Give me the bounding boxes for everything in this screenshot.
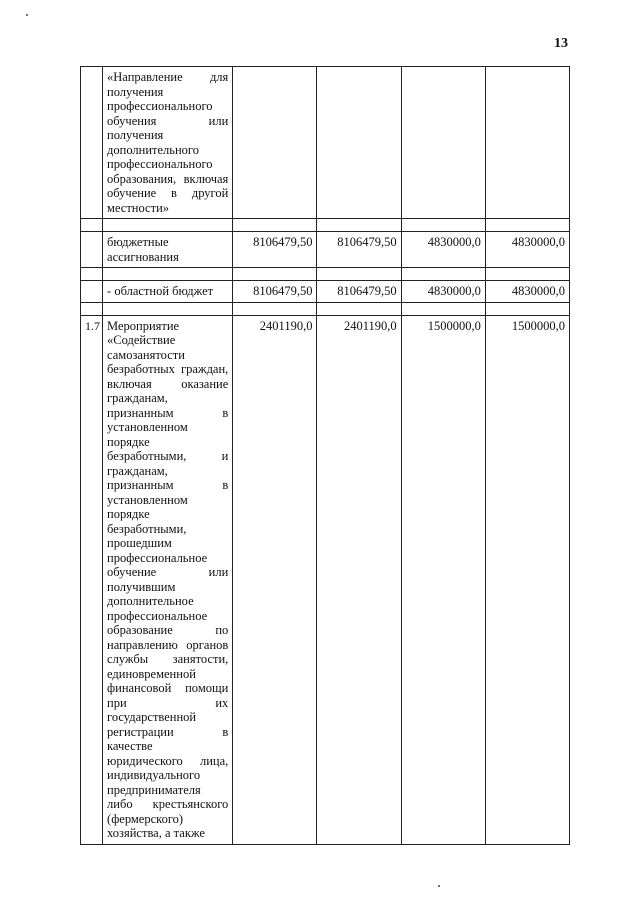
row-gap <box>81 268 570 281</box>
description-line: (фермерского) <box>107 811 184 826</box>
row-number-cell <box>81 232 103 268</box>
description-line: обучение в другой <box>107 186 229 200</box>
gap-cell <box>485 268 569 281</box>
description-cell <box>103 232 233 268</box>
description-cell <box>103 67 233 219</box>
gap-cell <box>401 268 485 281</box>
description-line: «Направление для <box>107 70 229 84</box>
gap-cell <box>233 219 317 232</box>
gap-cell <box>401 302 485 315</box>
description-line: при их <box>107 695 229 710</box>
description-line: - областной бюджет <box>107 284 214 298</box>
description-line: хозяйства, а также <box>107 826 205 840</box>
description-line: Мероприятие <box>107 318 180 333</box>
description-line: предпринимателя <box>107 782 201 797</box>
row-number-cell <box>81 67 103 219</box>
description-line: безработных граждан, <box>107 362 229 376</box>
amount-cell-v2: 2401190,0 <box>317 315 401 844</box>
row-gap <box>81 219 570 232</box>
description-line: гражданам, <box>107 391 168 405</box>
description-line: качестве <box>107 739 153 753</box>
amount-cell-v1: 2401190,0 <box>233 315 317 844</box>
description-line: бюджетные <box>107 235 169 249</box>
description-line: безработными, <box>107 521 187 536</box>
description-line: включая оказание <box>107 376 229 391</box>
gap-cell <box>103 268 233 281</box>
description-line: порядке <box>107 507 150 521</box>
amount-cell-v1: 8106479,50 <box>233 232 317 268</box>
description-line: получившим <box>107 579 176 594</box>
amount-cell-v3: 4830000,0 <box>401 232 485 268</box>
description-line: образования, включая <box>107 171 229 186</box>
gap-cell <box>485 302 569 315</box>
description-line: либо крестьянского <box>107 797 229 811</box>
scan-speck <box>438 885 440 887</box>
description-line: образование по <box>107 623 229 637</box>
budget-table <box>80 66 570 845</box>
amount-cell-v2 <box>317 67 401 219</box>
amount-cell-v2: 8106479,50 <box>317 232 401 268</box>
amount-cell-v1 <box>233 67 317 219</box>
amount-cell-v3: 4830000,0 <box>401 281 485 303</box>
amount-cell-v4: 1500000,0 <box>485 315 569 844</box>
description-line: службы занятости, <box>107 652 229 666</box>
amount-cell-v3 <box>401 67 485 219</box>
page-number: 13 <box>554 36 568 51</box>
description-cell <box>103 281 233 303</box>
description-line: признанным в <box>107 478 229 492</box>
description-line: направлению органов <box>107 637 229 652</box>
gap-cell <box>81 302 103 315</box>
gap-cell <box>485 219 569 232</box>
table-row <box>81 281 570 303</box>
table-row <box>81 315 570 844</box>
description-line: гражданам, <box>107 463 168 478</box>
description-line: признанным в <box>107 405 229 420</box>
description-line: дополнительное <box>107 594 194 608</box>
description-line: безработными, и <box>107 449 229 463</box>
row-number-cell <box>81 281 103 303</box>
description-line: местности» <box>107 200 170 215</box>
scan-speck <box>26 14 28 16</box>
description-line: профессионального <box>107 99 213 113</box>
gap-cell <box>317 219 401 232</box>
description-line: финансовой помощи <box>107 681 229 695</box>
amount-cell-v1: 8106479,50 <box>233 281 317 303</box>
description-line: профессионального <box>107 157 213 171</box>
description-line: «Содействие <box>107 333 176 347</box>
gap-cell <box>103 302 233 315</box>
description-line: получения <box>107 84 164 99</box>
gap-cell <box>317 302 401 315</box>
gap-cell <box>81 219 103 232</box>
description-line: установленном <box>107 492 188 507</box>
row-gap <box>81 302 570 315</box>
amount-cell-v4: 4830000,0 <box>485 232 569 268</box>
amount-cell-v4 <box>485 67 569 219</box>
gap-cell <box>317 268 401 281</box>
description-line: обучение или <box>107 565 229 579</box>
description-line: юридического лица, <box>107 753 229 768</box>
table-row <box>81 232 570 268</box>
gap-cell <box>233 268 317 281</box>
table-row <box>81 67 570 219</box>
description-line: профессиональное <box>107 608 208 623</box>
gap-cell <box>81 268 103 281</box>
description-line: государственной <box>107 710 197 724</box>
description-cell <box>103 315 233 844</box>
amount-cell-v2: 8106479,50 <box>317 281 401 303</box>
description-line: индивидуального <box>107 768 201 782</box>
description-line: профессиональное <box>107 550 208 565</box>
gap-cell <box>401 219 485 232</box>
row-number-cell: 1.7 <box>81 315 103 844</box>
description-line: регистрации в <box>107 724 229 739</box>
description-line: единовременной <box>107 666 196 681</box>
description-line: обучения или <box>107 113 229 128</box>
amount-cell-v4: 4830000,0 <box>485 281 569 303</box>
gap-cell <box>233 302 317 315</box>
description-line: установленном <box>107 420 188 434</box>
description-line: самозанятости <box>107 347 185 362</box>
description-line: прошедшим <box>107 536 172 550</box>
description-line: получения <box>107 128 164 142</box>
amount-cell-v3: 1500000,0 <box>401 315 485 844</box>
description-line: дополнительного <box>107 142 199 157</box>
description-line: порядке <box>107 434 150 449</box>
description-line: ассигнования <box>107 249 179 264</box>
gap-cell <box>103 219 233 232</box>
